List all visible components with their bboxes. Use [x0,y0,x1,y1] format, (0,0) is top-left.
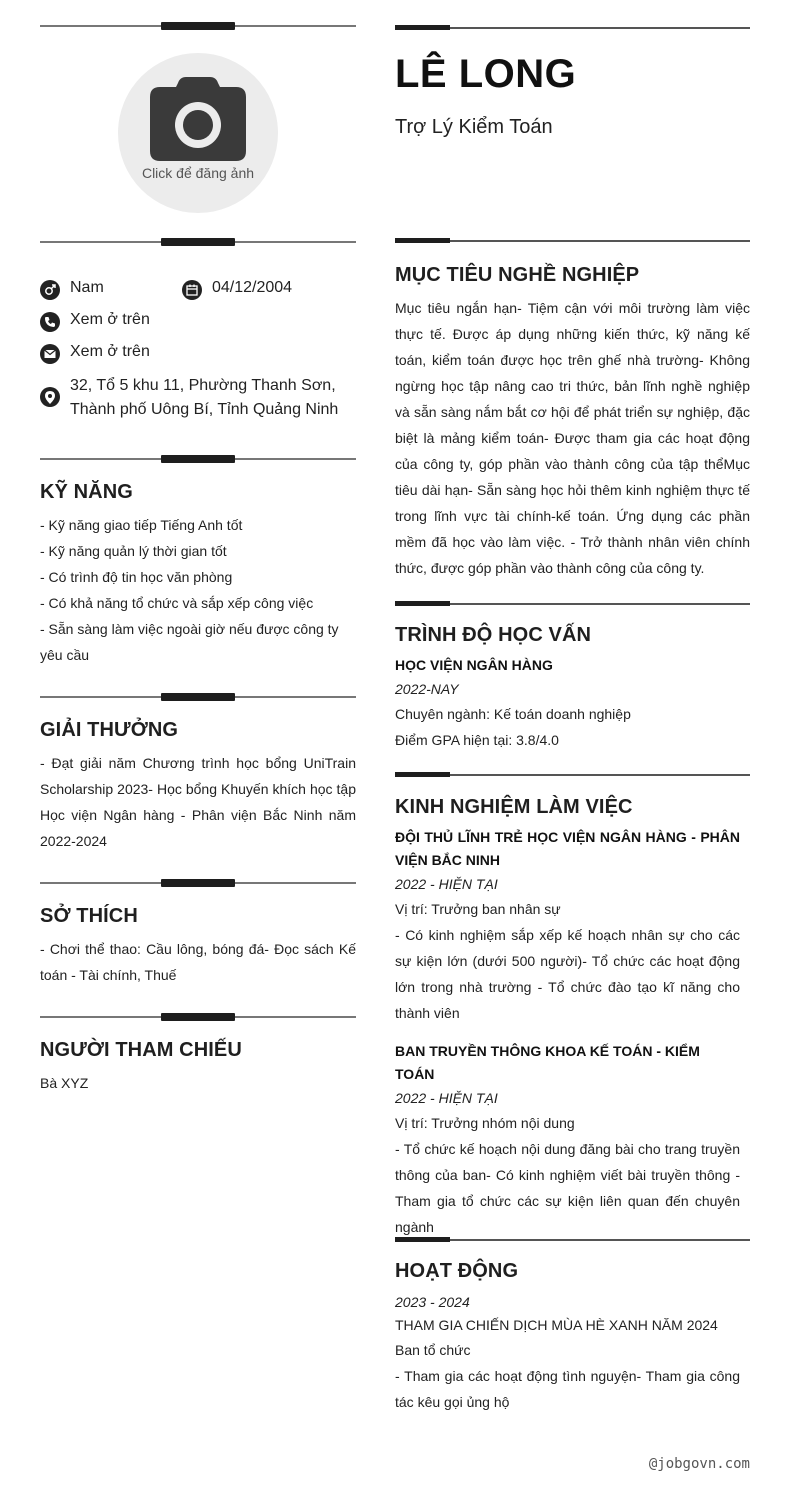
address-row [40,374,340,422]
objective-title: MỤC TIÊU NGHỀ NGHIỆP [395,264,640,286]
divider [40,1013,356,1021]
job-description: - Có kinh nghiệm sắp xếp kế hoạch nhân sự cho các sự kiện lớn (dưới 500 người)- Tổ chức các hoạt động lớn trong nhà trường - Tổ chức đào tạo kĩ năng cho thành viên [395,927,740,1021]
address-value: 32, Tổ 5 khu 11, Phường Thanh Sơn, Thành phố Uông Bí, Tỉnh Quảng Ninh [70,377,339,418]
school-name: HỌC VIỆN NGÂN HÀNG [395,657,553,673]
education-major: Chuyên ngành: Kế toán doanh nghiệp [395,706,631,722]
awards-text: - Đạt giải năm Chương trình học bổng UniTrain Scholarship 2023- Học bổng Khuyến khích học tập Học viện Ngân hàng - Phân viện Bắc Ninh năm 2022-2024 [40,755,356,849]
phone-row [40,311,150,332]
divider [395,1237,750,1243]
email-row [40,343,150,364]
education-gpa: Điểm GPA hiện tại: 3.8/4.0 [395,732,559,748]
job-role: Vị trí: Trưởng nhóm nội dung [395,1115,575,1131]
references-text: Bà XYZ [40,1075,89,1091]
list-item: - Kỹ năng giao tiếp Tiếng Anh tốt [40,517,243,533]
activity-description: - Tham gia các hoạt động tình nguyện- Tham gia công tác kêu gọi ủng hộ [395,1368,740,1410]
hobbies-title: SỞ THÍCH [40,905,138,927]
profile-photo-upload[interactable] [118,53,278,213]
phone-value: Xem ở trên [70,311,150,328]
gender-row [40,279,104,300]
list-item: - Có trình độ tin học văn phòng [40,569,233,585]
divider [40,693,356,701]
divider [395,238,750,244]
divider [40,879,356,887]
activity-period: 2023 - 2024 [395,1294,470,1310]
camera-icon [150,77,246,161]
email-value: Xem ở trên [70,343,150,360]
gender-value: Nam [70,279,104,296]
list-item: - Kỹ năng quản lý thời gian tốt [40,543,227,559]
references-title: NGƯỜI THAM CHIẾU [40,1039,242,1061]
divider [395,772,750,778]
job-period: 2022 - HIỆN TẠI [395,876,498,892]
activity-name: THAM GIA CHIẾN DỊCH MÙA HÈ XANH NĂM 2024 [395,1317,718,1333]
job-role: Vị trí: Trưởng ban nhân sự [395,901,561,917]
objective-text: Mục tiêu ngắn hạn- Tiệm cận với môi trường làm việc thực tế. Được áp dụng những kiến thức, kỹ năng kế toán, kiểm toán được học trên ghế nhà trường- Không ngừng học tập nâng cao tri thức, bản lĩnh nghề nghiệp và sẵn sàng nắm bắt cơ hội để phát triển sự nghiệp, đặc biệt là mảng kiểm toán- Được tham gia các hoạt động của công ty, góp phần vào thành công của tập thểMục tiêu dài hạn- Sẵn sàng học hỏi thêm kinh nghiệm thực tế trong lĩnh vực tài chính-kế toán. Ứng dụng các phần mềm đã học vào làm việc. - Trở thành nhân viên chính thức, được góp phần vào thành công của công ty. [395,300,750,576]
mail-icon [40,344,60,364]
list-item: - Sẵn sàng làm việc ngoài giờ nếu được công ty yêu cầu [40,621,339,663]
skills-list [40,512,340,668]
footer-watermark: @jobgovn.com [648,1456,750,1472]
candidate-position: Trợ Lý Kiểm Toán [395,116,553,138]
experience-entry [395,1040,740,1240]
birthdate-row [182,279,292,300]
job-description: - Tổ chức kế hoạch nội dung đăng bài cho trang truyền thông của ban- Có kinh nghiệm viết bài truyền thông - Tham gia tổ chức các sự kiện liên quan đến chuyên ngành [395,1141,740,1235]
photo-upload-label: Click để đăng ảnh [141,165,255,181]
divider [395,601,750,607]
phone-icon [40,312,60,332]
activities-title: HOẠT ĐỘNG [395,1260,519,1282]
list-item: - Có khả năng tổ chức và sắp xếp công việc [40,595,314,611]
divider [395,25,750,31]
birthdate-value: 04/12/2004 [212,279,293,296]
job-period: 2022 - HIỆN TẠI [395,1090,498,1106]
candidate-name: LÊ LONG [395,52,577,96]
activity-role: Ban tổ chức [395,1342,471,1358]
experience-entry [395,826,740,1026]
hobbies-text: - Chơi thể thao: Cầu lông, bóng đá- Đọc sách Kế toán - Tài chính, Thuế [40,941,356,983]
education-period: 2022-NAY [395,681,459,697]
divider [40,455,356,463]
divider [40,22,356,30]
education-title: TRÌNH ĐỘ HỌC VẤN [395,624,592,646]
divider [40,238,356,246]
education-entry [395,654,750,753]
job-org: BAN TRUYỀN THÔNG KHOA KẾ TOÁN - KIỂM TOÁN [395,1043,700,1082]
location-pin-icon [40,387,60,407]
activity-entry [395,1290,740,1415]
calendar-icon [182,280,202,300]
gender-icon [40,280,60,300]
awards-title: GIẢI THƯỞNG [40,719,179,741]
skills-title: KỸ NĂNG [40,481,133,503]
job-org: ĐỘI THỦ LĨNH TRẺ HỌC VIỆN NGÂN HÀNG - PHÂN VIỆN BẮC NINH [395,829,740,868]
experience-title: KINH NGHIỆM LÀM VIỆC [395,796,633,818]
